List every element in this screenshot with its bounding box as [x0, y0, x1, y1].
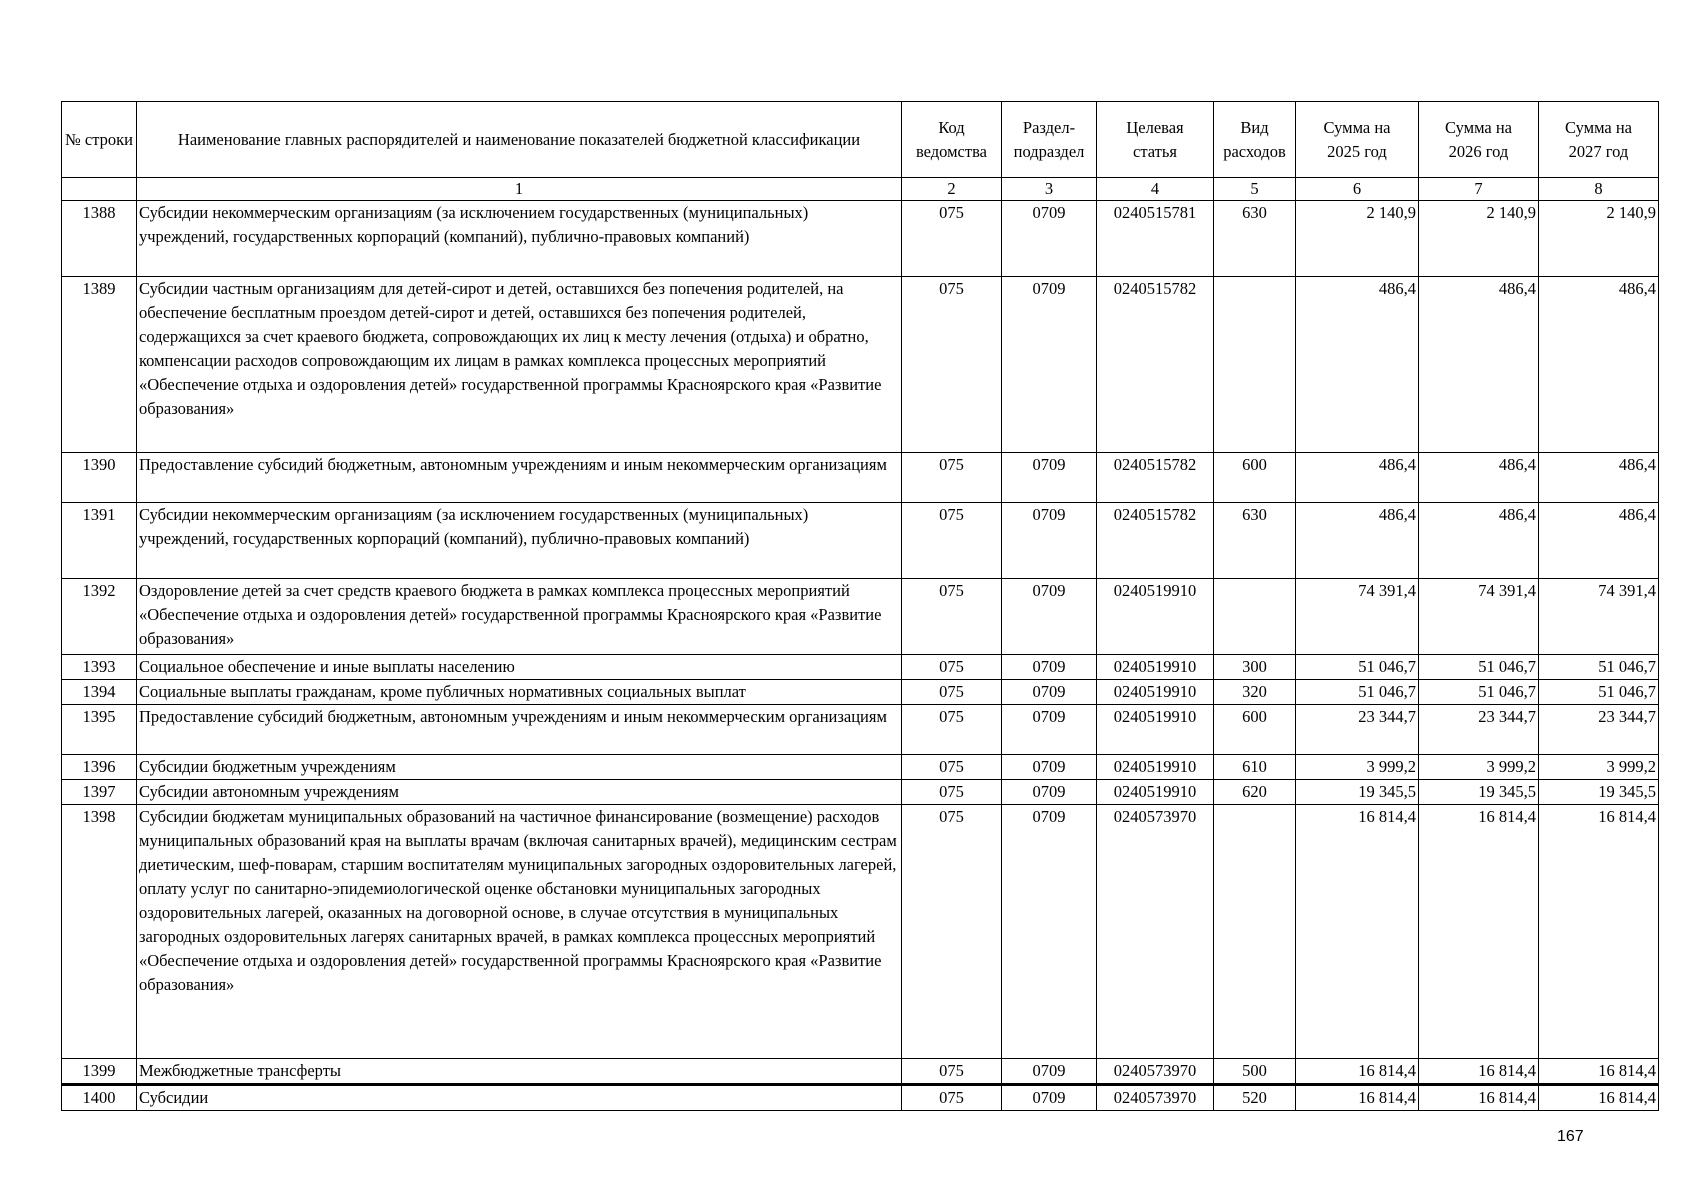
cell-name: Субсидии некоммерческим организациям (за исключением государственных (муниципальных) учреждений, государственных корпораций (компаний), публично-правовых компаний) [137, 503, 902, 579]
cell-target: 0240573970 [1097, 1085, 1214, 1111]
cell-kind: 630 [1214, 503, 1296, 579]
cell-dept: 075 [902, 453, 1002, 503]
col-number: 7 [1419, 178, 1539, 201]
cell-kind: 520 [1214, 1085, 1296, 1111]
table-row [62, 680, 1659, 705]
cell-row-num: 1388 [62, 201, 137, 277]
cell-name: Межбюджетные трансферты [137, 1059, 902, 1085]
cell-sum-2026: 486,4 [1419, 453, 1539, 503]
cell-kind: 600 [1214, 705, 1296, 755]
cell-section: 0709 [1002, 680, 1097, 705]
cell-sum-2027: 486,4 [1539, 277, 1659, 453]
cell-target: 0240515782 [1097, 277, 1214, 453]
cell-dept: 075 [902, 780, 1002, 805]
cell-name: Субсидии бюджетным учреждениям [137, 755, 902, 780]
header-sum-2027: Сумма на 2027 год [1539, 102, 1659, 178]
cell-dept: 075 [902, 805, 1002, 1059]
cell-sum-2025: 3 999,2 [1296, 755, 1419, 780]
cell-row-num: 1398 [62, 805, 137, 1059]
cell-sum-2025: 51 046,7 [1296, 655, 1419, 680]
budget-table [61, 101, 1659, 1111]
table-row [62, 705, 1659, 755]
cell-sum-2026: 51 046,7 [1419, 655, 1539, 680]
cell-dept: 075 [902, 755, 1002, 780]
header-target: Целевая статья [1097, 102, 1214, 178]
cell-sum-2026: 2 140,9 [1419, 201, 1539, 277]
cell-row-num: 1393 [62, 655, 137, 680]
cell-dept: 075 [902, 1059, 1002, 1085]
cell-row-num: 1391 [62, 503, 137, 579]
cell-sum-2025: 23 344,7 [1296, 705, 1419, 755]
cell-kind: 300 [1214, 655, 1296, 680]
cell-sum-2027: 51 046,7 [1539, 655, 1659, 680]
cell-row-num: 1394 [62, 680, 137, 705]
cell-kind [1214, 805, 1296, 1059]
cell-target: 0240573970 [1097, 1059, 1214, 1085]
cell-dept: 075 [902, 1085, 1002, 1111]
table-row [62, 453, 1659, 503]
cell-dept: 075 [902, 655, 1002, 680]
col-number: 4 [1097, 178, 1214, 201]
cell-sum-2025: 74 391,4 [1296, 579, 1419, 655]
cell-dept: 075 [902, 503, 1002, 579]
header-name: Наименование главных распорядителей и наименование показателей бюджетной классификации [137, 102, 902, 178]
cell-section: 0709 [1002, 579, 1097, 655]
table-row [62, 201, 1659, 277]
cell-sum-2027: 486,4 [1539, 503, 1659, 579]
cell-sum-2026: 74 391,4 [1419, 579, 1539, 655]
cell-row-num: 1392 [62, 579, 137, 655]
cell-row-num: 1389 [62, 277, 137, 453]
cell-target: 0240519910 [1097, 579, 1214, 655]
header-kind: Вид расходов [1214, 102, 1296, 178]
cell-sum-2027: 2 140,9 [1539, 201, 1659, 277]
header-row [62, 102, 1659, 178]
cell-section: 0709 [1002, 655, 1097, 680]
header-section: Раздел-подраздел [1002, 102, 1097, 178]
cell-sum-2025: 486,4 [1296, 453, 1419, 503]
cell-sum-2025: 19 345,5 [1296, 780, 1419, 805]
table-row [62, 755, 1659, 780]
cell-dept: 075 [902, 277, 1002, 453]
cell-section: 0709 [1002, 1059, 1097, 1085]
table-row [62, 805, 1659, 1059]
cell-target: 0240519910 [1097, 705, 1214, 755]
cell-target: 0240519910 [1097, 755, 1214, 780]
cell-target: 0240519910 [1097, 780, 1214, 805]
cell-sum-2027: 3 999,2 [1539, 755, 1659, 780]
cell-section: 0709 [1002, 780, 1097, 805]
cell-sum-2026: 51 046,7 [1419, 680, 1539, 705]
cell-section: 0709 [1002, 277, 1097, 453]
cell-sum-2027: 16 814,4 [1539, 1059, 1659, 1085]
cell-target: 0240515782 [1097, 503, 1214, 579]
table-row [62, 655, 1659, 680]
cell-row-num: 1396 [62, 755, 137, 780]
table-row [62, 277, 1659, 453]
cell-name: Субсидии некоммерческим организациям (за исключением государственных (муниципальных) учреждений, государственных корпораций (компаний), публично-правовых компаний) [137, 201, 902, 277]
cell-sum-2025: 2 140,9 [1296, 201, 1419, 277]
cell-row-num: 1395 [62, 705, 137, 755]
cell-section: 0709 [1002, 755, 1097, 780]
table-row [62, 780, 1659, 805]
cell-sum-2025: 16 814,4 [1296, 805, 1419, 1059]
cell-sum-2026: 19 345,5 [1419, 780, 1539, 805]
cell-kind: 630 [1214, 201, 1296, 277]
cell-name: Предоставление субсидий бюджетным, автономным учреждениям и иным некоммерческим организациям [137, 453, 902, 503]
cell-section: 0709 [1002, 805, 1097, 1059]
cell-sum-2026: 486,4 [1419, 277, 1539, 453]
cell-row-num: 1400 [62, 1085, 137, 1111]
cell-name: Субсидии бюджетам муниципальных образований на частичное финансирование (возмещение) расходов муниципальных образований края на выплаты врачам (включая санитарных врачей), медицинским сестрам диетическим, шеф-поварам, старшим воспитателям муниципальных загородных оздоровительных лагерей, оплату услуг по санитарно-эпидемиологической оценке обстановки муниципальных загородных оздоровительных лагерей, оказанных на договорной основе, в случае отсутствия в муниципальных загородных оздоровительных лагерях санитарных врачей, в рамках комплекса процессных мероприятий «Обеспечение отдыха и оздоровления детей» государственной программы Красноярского края «Развитие образования» [137, 805, 902, 1059]
cell-kind: 320 [1214, 680, 1296, 705]
cell-sum-2027: 51 046,7 [1539, 680, 1659, 705]
cell-sum-2025: 16 814,4 [1296, 1059, 1419, 1085]
cell-sum-2026: 23 344,7 [1419, 705, 1539, 755]
cell-dept: 075 [902, 579, 1002, 655]
cell-section: 0709 [1002, 453, 1097, 503]
cell-sum-2026: 16 814,4 [1419, 1085, 1539, 1111]
cell-target: 0240515782 [1097, 453, 1214, 503]
header-sum-2025: Сумма на 2025 год [1296, 102, 1419, 178]
cell-sum-2027: 74 391,4 [1539, 579, 1659, 655]
header-sum-2026: Сумма на 2026 год [1419, 102, 1539, 178]
col-number: 5 [1214, 178, 1296, 201]
table-row [62, 579, 1659, 655]
cell-kind: 600 [1214, 453, 1296, 503]
cell-sum-2026: 3 999,2 [1419, 755, 1539, 780]
cell-row-num: 1399 [62, 1059, 137, 1085]
header-row-num: № строки [62, 102, 137, 178]
cell-target: 0240519910 [1097, 655, 1214, 680]
col-number: 2 [902, 178, 1002, 201]
col-number: 1 [137, 178, 902, 201]
cell-name: Социальное обеспечение и иные выплаты населению [137, 655, 902, 680]
cell-kind: 610 [1214, 755, 1296, 780]
cell-dept: 075 [902, 201, 1002, 277]
cell-sum-2027: 16 814,4 [1539, 1085, 1659, 1111]
cell-sum-2027: 23 344,7 [1539, 705, 1659, 755]
header-dept: Код ведомства [902, 102, 1002, 178]
cell-dept: 075 [902, 680, 1002, 705]
cell-name: Субсидии частным организациям для детей-сирот и детей, оставшихся без попечения родителей, на обеспечение бесплатным проездом детей-сирот и детей, оставшихся без попечения родителей, содержащихся за счет краевого бюджета, сопровождающих их лиц к месту лечения (отдыха) и обратно, компенсации расходов сопровождающим их лицам в рамках комплекса процессных мероприятий «Обеспечение отдыха и оздоровления детей» государственной программы Красноярского края «Развитие образования» [137, 277, 902, 453]
cell-sum-2026: 16 814,4 [1419, 805, 1539, 1059]
cell-sum-2026: 16 814,4 [1419, 1059, 1539, 1085]
cell-row-num: 1397 [62, 780, 137, 805]
table-row [62, 1085, 1659, 1111]
cell-name: Социальные выплаты гражданам, кроме публичных нормативных социальных выплат [137, 680, 902, 705]
cell-name: Оздоровление детей за счет средств краевого бюджета в рамках комплекса процессных мероприятий «Обеспечение отдыха и оздоровления детей» государственной программы Красноярского края «Развитие образования» [137, 579, 902, 655]
cell-kind: 620 [1214, 780, 1296, 805]
table-row [62, 503, 1659, 579]
cell-sum-2025: 486,4 [1296, 503, 1419, 579]
cell-section: 0709 [1002, 705, 1097, 755]
cell-sum-2026: 486,4 [1419, 503, 1539, 579]
cell-name: Субсидии автономным учреждениям [137, 780, 902, 805]
cell-section: 0709 [1002, 1085, 1097, 1111]
col-number: 6 [1296, 178, 1419, 201]
cell-row-num: 1390 [62, 453, 137, 503]
table-row [62, 1059, 1659, 1085]
cell-section: 0709 [1002, 503, 1097, 579]
col-number: 8 [1539, 178, 1659, 201]
cell-dept: 075 [902, 705, 1002, 755]
cell-kind [1214, 277, 1296, 453]
column-numbers-row [62, 178, 1659, 201]
cell-sum-2025: 16 814,4 [1296, 1085, 1419, 1111]
cell-target: 0240515781 [1097, 201, 1214, 277]
cell-sum-2027: 16 814,4 [1539, 805, 1659, 1059]
cell-sum-2025: 486,4 [1296, 277, 1419, 453]
col-number: 3 [1002, 178, 1097, 201]
cell-kind: 500 [1214, 1059, 1296, 1085]
cell-section: 0709 [1002, 201, 1097, 277]
cell-sum-2025: 51 046,7 [1296, 680, 1419, 705]
cell-sum-2027: 19 345,5 [1539, 780, 1659, 805]
cell-name: Субсидии [137, 1085, 902, 1111]
cell-kind [1214, 579, 1296, 655]
page-number: 167 [1557, 1128, 1584, 1145]
cell-sum-2027: 486,4 [1539, 453, 1659, 503]
cell-target: 0240519910 [1097, 680, 1214, 705]
cell-target: 0240573970 [1097, 805, 1214, 1059]
cell-name: Предоставление субсидий бюджетным, автономным учреждениям и иным некоммерческим организациям [137, 705, 902, 755]
